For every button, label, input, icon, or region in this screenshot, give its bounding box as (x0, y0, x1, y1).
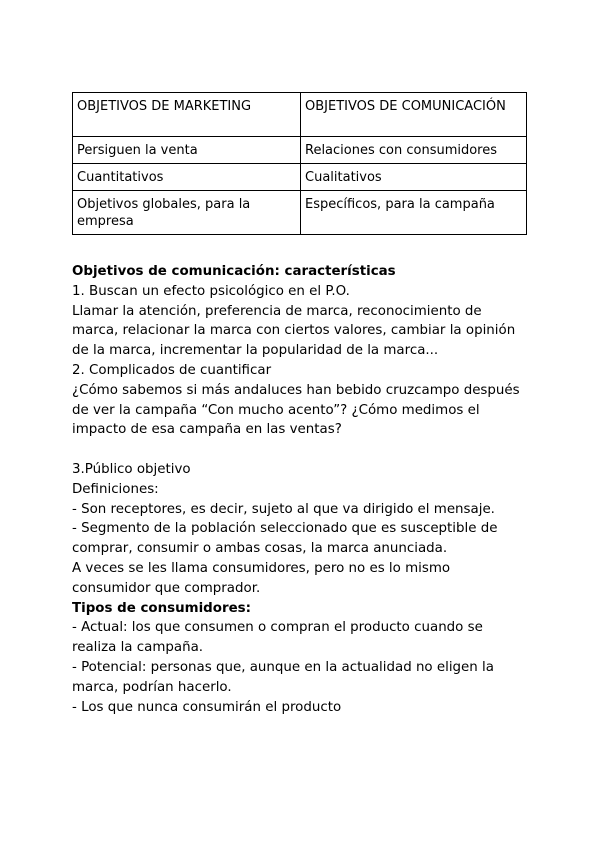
text-line: Llamar la atención, preferencia de marca, reconocimiento de (72, 303, 482, 319)
text-line: - Los que nunca consumirán el producto (72, 699, 342, 715)
table-cell: OBJETIVOS DE MARKETING (73, 93, 301, 137)
table-cell: Relaciones con consumidores (301, 137, 527, 164)
text-line: marca, podrían hacerlo. (72, 679, 232, 695)
text-line: Definiciones: (72, 481, 159, 497)
text-line: comprar, consumir o ambas cosas, la marca anunciada. (72, 541, 448, 557)
text-line: impacto de esa campaña en las ventas? (72, 422, 342, 438)
table-cell: Persiguen la venta (73, 137, 301, 164)
text-line: - Segmento de la población seleccionado que es susceptible de (72, 521, 498, 537)
text-line: consumidor que comprador. (72, 580, 261, 596)
text-line: A veces se les llama consumidores, pero no es lo mismo (72, 560, 451, 576)
table-row (73, 164, 527, 191)
objectives-table (72, 92, 527, 235)
table-cell: OBJETIVOS DE COMUNICACIÓN (301, 93, 527, 137)
table-cell: Cuantitativos (73, 164, 301, 191)
table-row (73, 93, 527, 137)
body-text (72, 262, 542, 717)
text-line: 2. Complicados de cuantificar (72, 362, 272, 378)
text-line: 3.Público objetivo (72, 461, 191, 477)
text-line: 1. Buscan un efecto psicológico en el P.O. (72, 283, 350, 299)
text-line: ¿Cómo sabemos si más andaluces han bebido cruzcampo después (72, 382, 520, 398)
section-heading: Tipos de consumidores: (72, 600, 251, 616)
text-line: - Son receptores, es decir, sujeto al que va dirigido el mensaje. (72, 501, 495, 517)
text-line: marca, relacionar la marca con ciertos valores, cambiar la opinión (72, 323, 516, 339)
table-row (73, 191, 527, 235)
text-line: realiza la campaña. (72, 640, 204, 656)
table-cell: Específicos, para la campaña (301, 191, 527, 235)
table-row (73, 137, 527, 164)
table-cell: Cualitativos (301, 164, 527, 191)
blank-line (72, 440, 542, 460)
table-cell: Objetivos globales, para la empresa (73, 191, 301, 235)
section-heading: Objetivos de comunicación: características (72, 264, 396, 279)
text-line: - Actual: los que consumen o compran el producto cuando se (72, 620, 483, 636)
text-line: - Potencial: personas que, aunque en la actualidad no eligen la (72, 659, 494, 675)
text-line: de ver la campaña “Con mucho acento”? ¿Cómo medimos el (72, 402, 480, 418)
text-line: de la marca, incrementar la popularidad de la marca... (72, 343, 439, 359)
